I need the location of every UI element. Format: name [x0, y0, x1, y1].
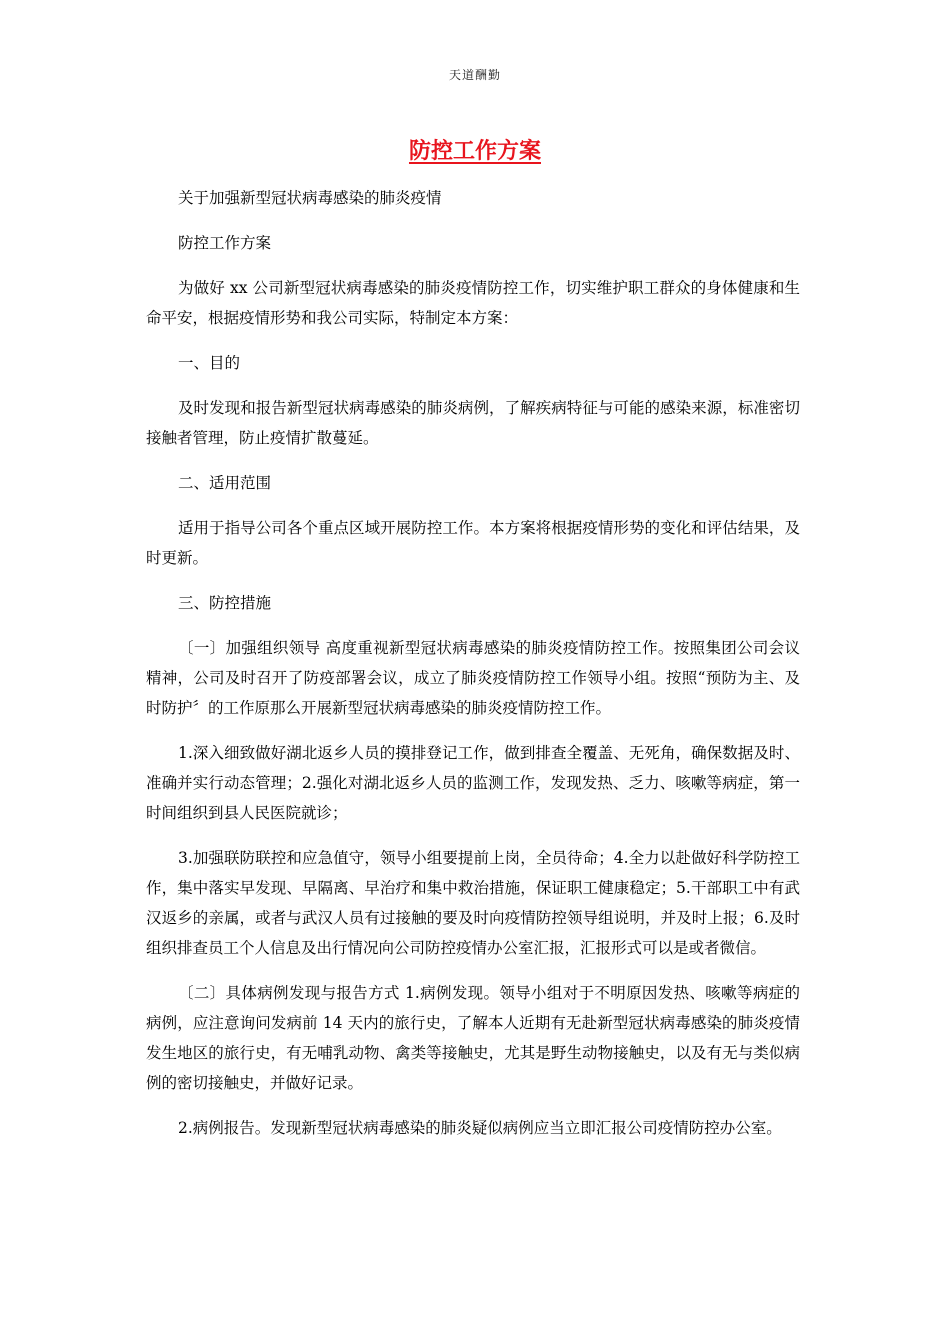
paragraph-intro: 为做好 xx 公司新型冠状病毒感染的肺炎疫情防控工作，切实维护职工群众的身体健康和生命平安，根据疫情形势和我公司实际，特制定本方案： [146, 279, 800, 327]
page-header: 天道酬勤 [448, 68, 501, 82]
paragraph-subtitle-line-1: 关于加强新型冠状病毒感染的肺炎疫情 [178, 189, 442, 207]
section-heading-scope: 二、适用范围 [178, 474, 272, 492]
paragraph-scope: 适用于指导公司各个重点区域开展防控工作。本方案将根据疫情形势的变化和评估结果，及时更新。 [146, 519, 800, 567]
paragraph-case-discovery: 〔二〕具体病例发现与报告方式 1.病例发现。领导小组对于不明原因发热、咳嗽等病症的病例，应注意询问发病前 14 天内的旅行史，了解本人近期有无赴新型冠状病毒感染的肺炎疫情发生地区的旅行史，有无哺乳动物、禽类等接触史，尤其是野生动物接触史，以及有无与类似病例的密切接触史，并做好记录。 [146, 984, 800, 1092]
paragraph-measures-1-2: 1.深入细致做好湖北返乡人员的摸排登记工作，做到排查全覆盖、无死角，确保数据及时、准确并实行动态管理；2.强化对湖北返乡人员的监测工作，发现发热、乏力、咳嗽等病症，第一时间组织到县人民医院就诊； [146, 744, 800, 822]
document-title: 防控工作方案 [408, 139, 541, 164]
section-heading-purpose: 一、目的 [178, 354, 241, 372]
paragraph-purpose: 及时发现和报告新型冠状病毒感染的肺炎病例，了解疾病特征与可能的感染来源，标准密切接触者管理，防止疫情扩散蔓延。 [146, 399, 800, 447]
section-heading-measures: 三、防控措施 [178, 594, 272, 612]
paragraph-subtitle-line-2: 防控工作方案 [178, 234, 272, 252]
paragraph-measures-3-6: 3.加强联防联控和应急值守，领导小组要提前上岗，全员待命；4.全力以赴做好科学防控工作，集中落实早发现、早隔离、早治疗和集中救治措施，保证职工健康稳定；5.干部职工中有武汉返乡的亲属，或者与武汉人员有过接触的要及时向疫情防控领导组说明，并及时上报；6.及时组织排查员工个人信息及出行情况向公司防控疫情办公室汇报，汇报形式可以是或者微信。 [146, 849, 800, 957]
paragraph-organization: 〔一〕加强组织领导 高度重视新型冠状病毒感染的肺炎疫情防控工作。按照集团公司会议精神，公司及时召开了防疫部署会议，成立了肺炎疫情防控工作领导小组。按照“预防为主、及时防护〞的工作原那么开展新型冠状病毒感染的肺炎疫情防控工作。 [146, 639, 800, 717]
document-body [146, 183, 800, 1158]
paragraph-case-report: 2.病例报告。发现新型冠状病毒感染的肺炎疑似病例应当立即汇报公司疫情防控办公室。 [178, 1119, 782, 1137]
